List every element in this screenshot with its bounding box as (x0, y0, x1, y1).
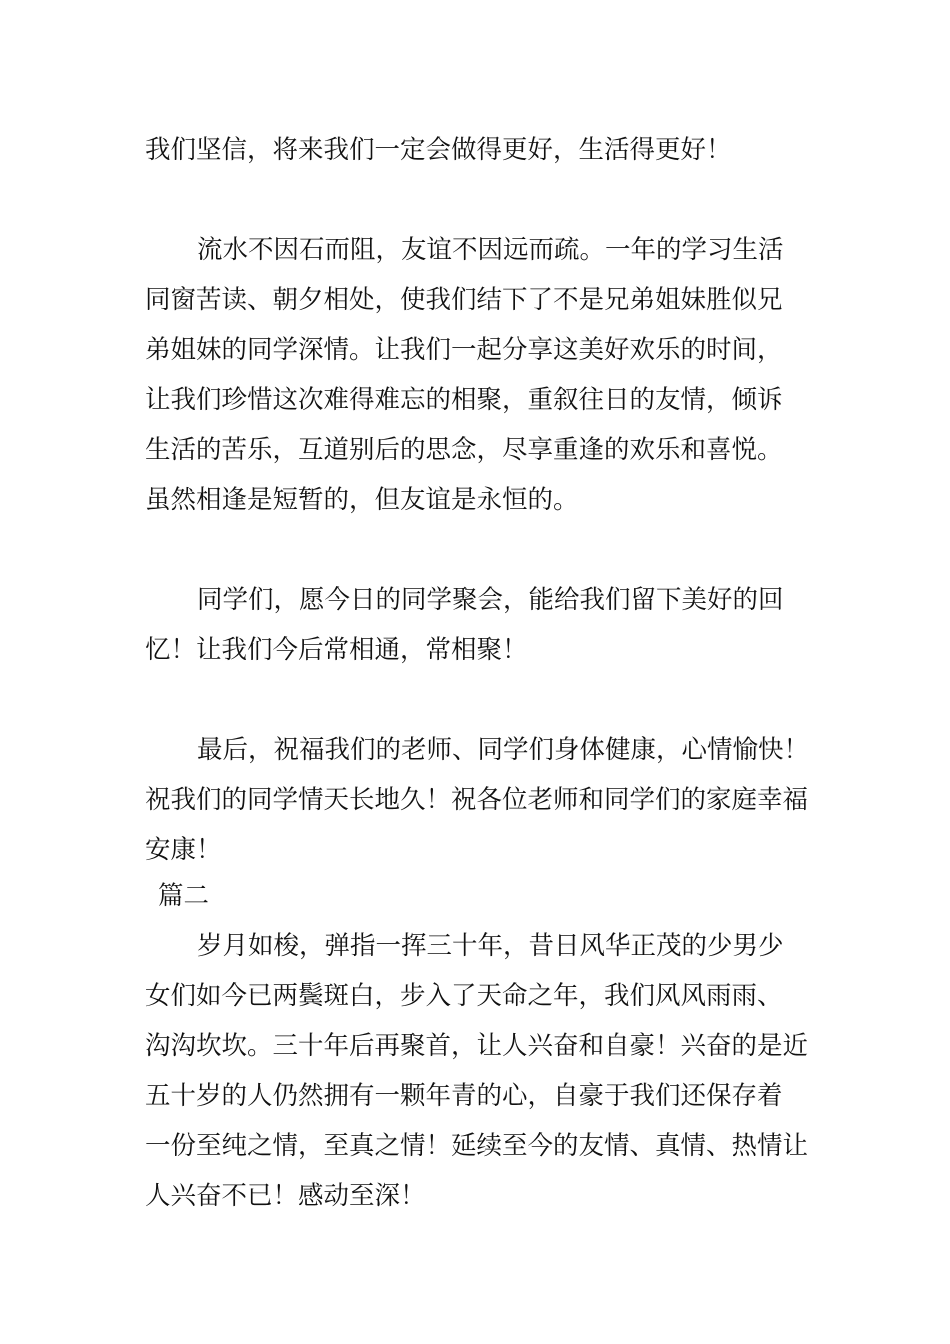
paragraph-line: 我们坚信，将来我们一定会做得更好，生活得更好！ (145, 135, 732, 165)
paragraph-line: 安康！ (145, 835, 222, 865)
paragraph-line: 让我们珍惜这次难得难忘的相聚，重叙往日的友情，倾诉 (145, 385, 783, 415)
section-heading: 篇二 (158, 881, 210, 911)
paragraph-line: 忆！让我们今后常相通，常相聚！ (145, 635, 528, 665)
paragraph-line: 同学们，愿今日的同学聚会，能给我们留下美好的回 (197, 585, 784, 615)
paragraph-line: 女们如今已两鬓斑白，步入了天命之年，我们风风雨雨、 (145, 981, 783, 1011)
paragraph-line: 弟姐妹的同学深情。让我们一起分享这美好欢乐的时间， (145, 335, 783, 365)
paragraph-line: 一份至纯之情，至真之情！延续至今的友情、真情、热情让 (145, 1131, 809, 1161)
paragraph-line: 五十岁的人仍然拥有一颗年青的心，自豪于我们还保存着 (145, 1081, 783, 1111)
paragraph-line: 同窗苦读、朝夕相处，使我们结下了不是兄弟姐妹胜似兄 (145, 285, 783, 315)
paragraph-line: 虽然相逢是短暂的，但友谊是永恒的。 (145, 485, 579, 515)
paragraph-line: 生活的苦乐，互道别后的思念，尽享重逢的欢乐和喜悦。 (145, 435, 783, 465)
paragraph-line: 人兴奋不已！感动至深！ (145, 1181, 426, 1211)
paragraph-line: 沟沟坎坎。三十年后再聚首，让人兴奋和自豪！兴奋的是近 (145, 1031, 809, 1061)
paragraph-line: 祝我们的同学情天长地久！祝各位老师和同学们的家庭幸福 (145, 785, 809, 815)
paragraph-line: 最后，祝福我们的老师、同学们身体健康，心情愉快！ (197, 735, 810, 765)
paragraph-line: 流水不因石而阻，友谊不因远而疏。一年的学习生活 (197, 235, 784, 265)
paragraph-line: 岁月如梭，弹指一挥三十年，昔日风华正茂的少男少 (197, 931, 784, 961)
